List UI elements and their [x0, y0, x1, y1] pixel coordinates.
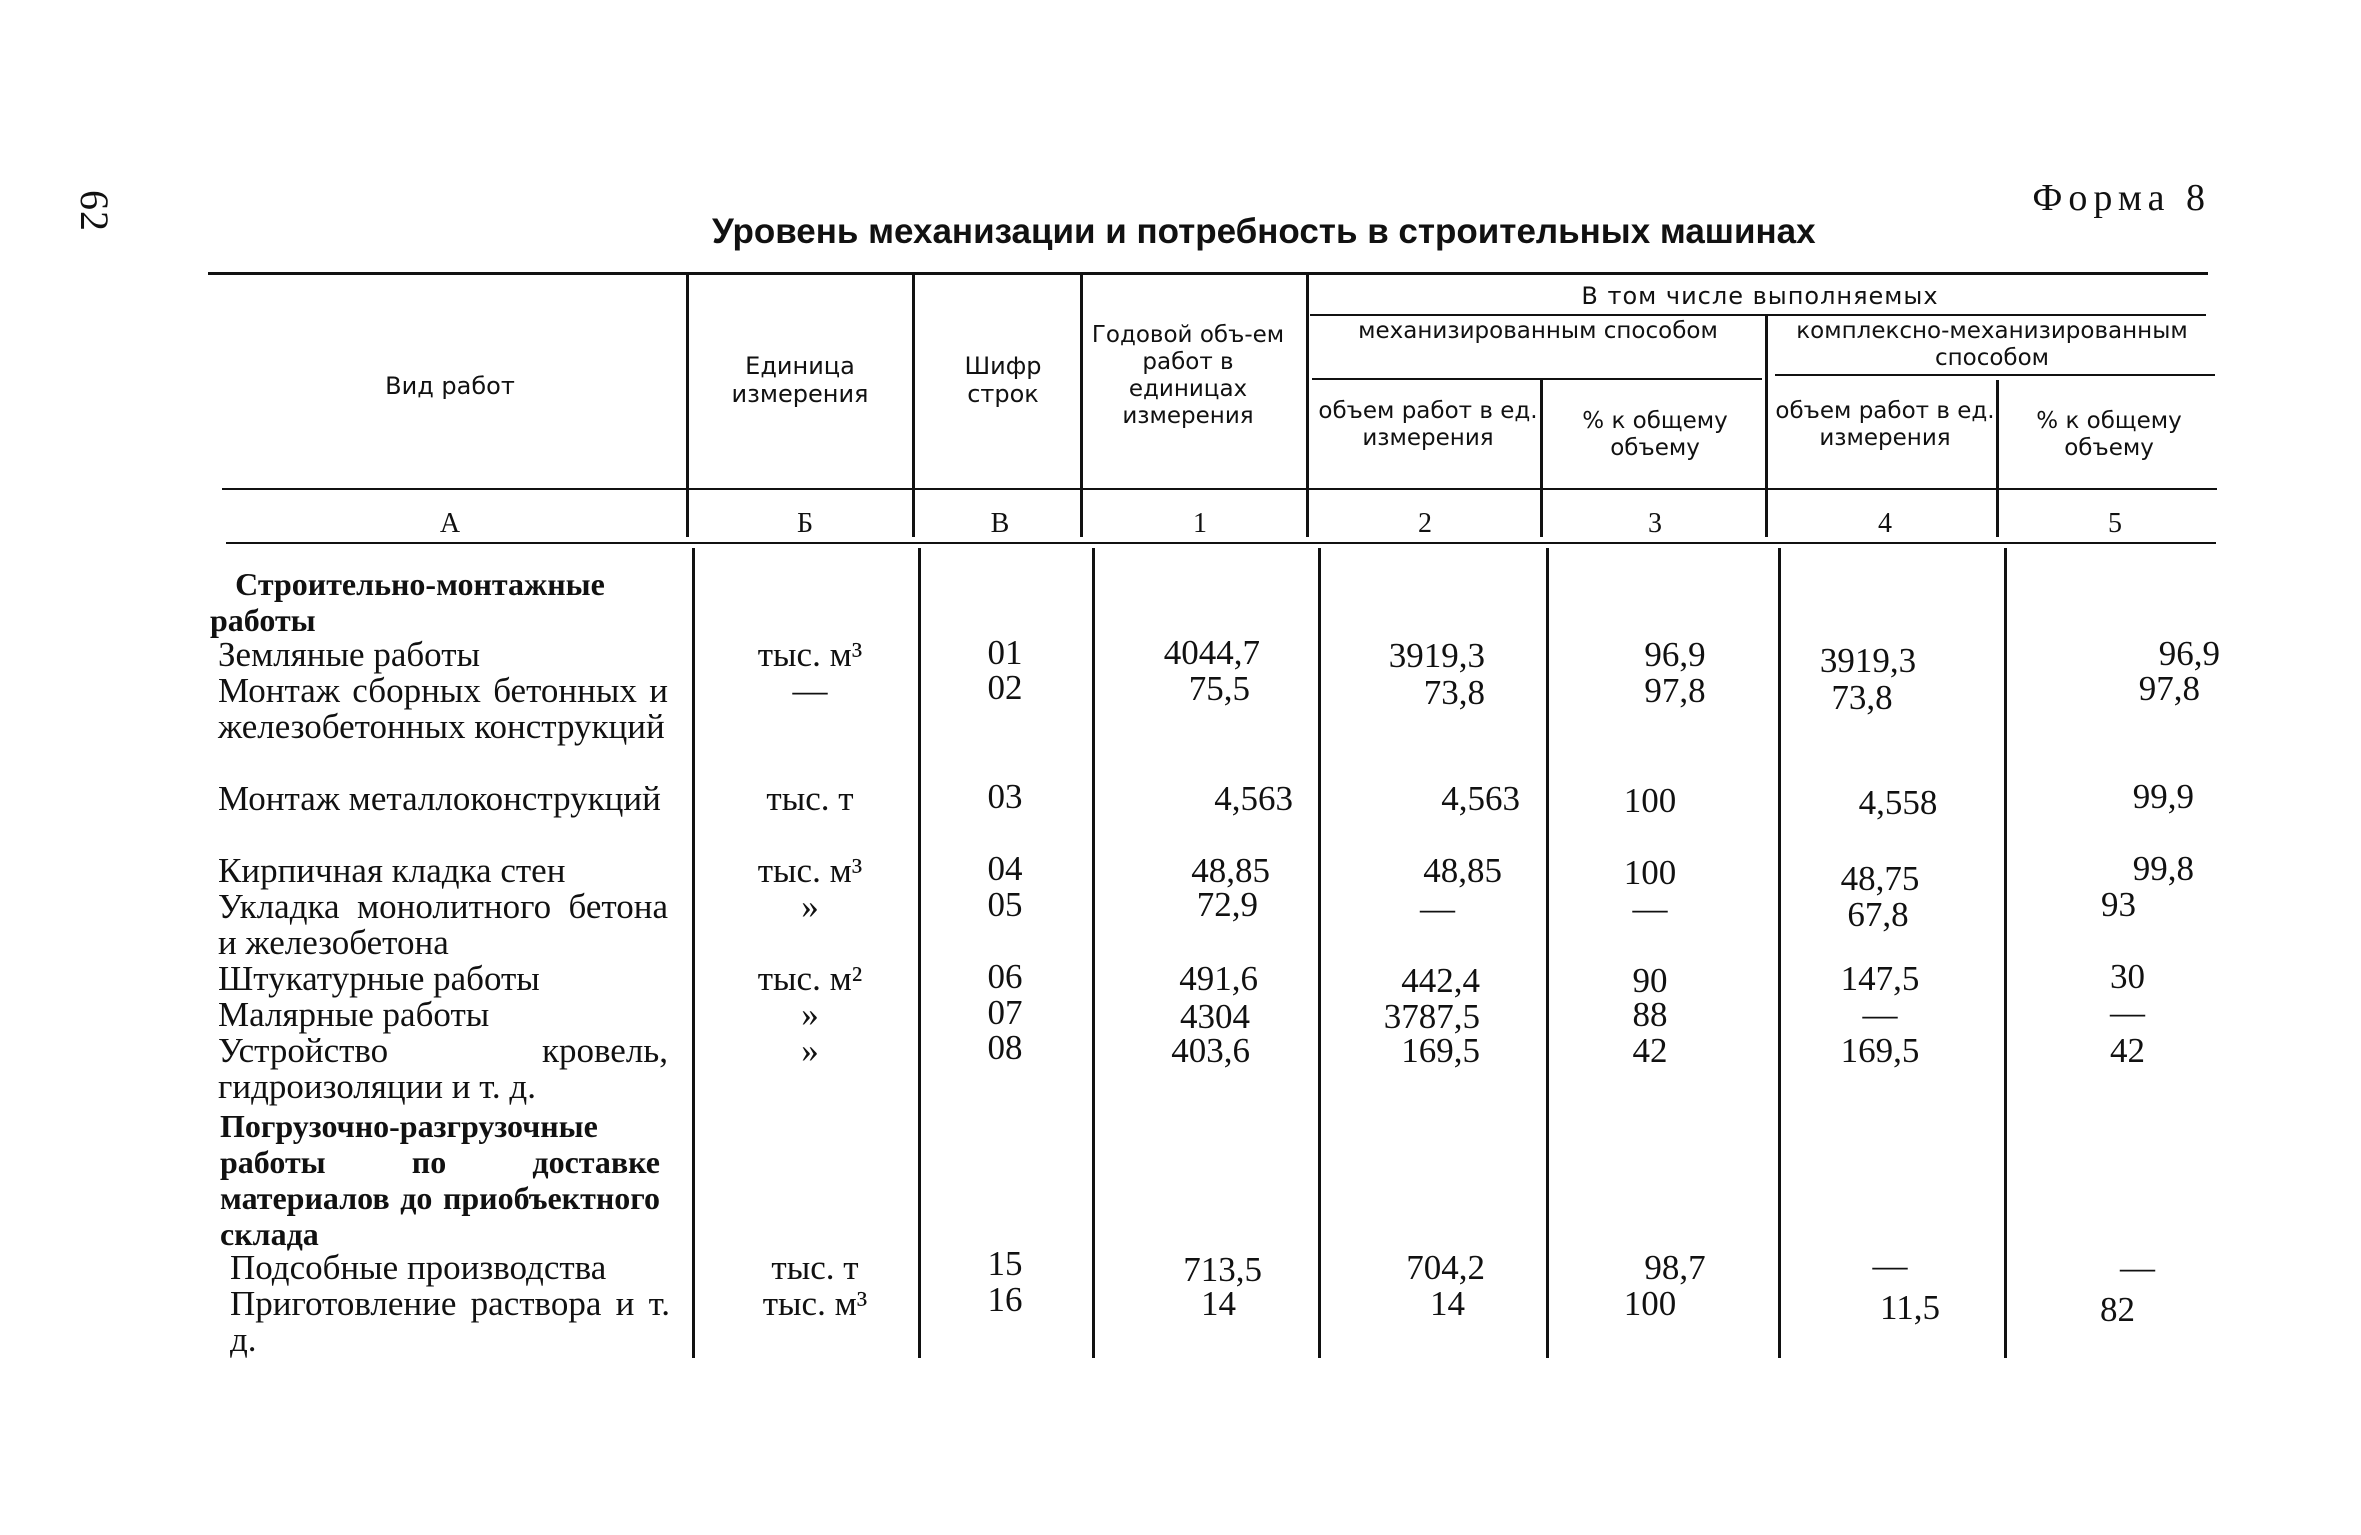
row-value-2: 704,2: [1406, 1248, 1485, 1287]
row-code: 06: [987, 957, 1023, 996]
row-value-5: —: [2120, 1248, 2155, 1287]
row-value-1: 713,5: [1183, 1250, 1262, 1289]
row-value-3: 96,9: [1644, 635, 1706, 674]
header-divider-45: [1996, 380, 1999, 537]
row-value-1: 14: [1201, 1284, 1236, 1323]
column-letter-3: 3: [1648, 508, 1662, 539]
row-value-3: 97,8: [1644, 671, 1706, 710]
column-letter-v: В: [990, 508, 1010, 539]
row-name: Подсобные производства: [230, 1248, 607, 1287]
row-value-1: 403,6: [1171, 1031, 1250, 1070]
row-value-5: 82: [2100, 1290, 2135, 1329]
header-divider-34: [1765, 316, 1768, 537]
body-divider-ab: [692, 548, 695, 1358]
header-group: В том числе выполняемых: [1581, 282, 1939, 310]
row-value-4: 4,558: [1858, 783, 1938, 822]
table-top-rule: [208, 272, 2208, 275]
column-letter-4: 4: [1878, 508, 1892, 539]
header-divider-v1: [1080, 275, 1083, 537]
row-value-4: 11,5: [1880, 1288, 1940, 1327]
column-letter-2: 2: [1418, 508, 1432, 539]
row-code: 02: [987, 668, 1023, 707]
row-unit: тыс. м³: [762, 1284, 868, 1323]
row-unit: »: [801, 1031, 819, 1070]
row-unit: тыс. т: [766, 779, 854, 818]
letters-bottom-rule: [226, 542, 2216, 544]
row-unit: тыс. м³: [757, 635, 863, 674]
form-label: Форма 8: [2032, 177, 2211, 219]
row-name: Кирпичная кладка стен: [218, 851, 566, 890]
section-heading: Погрузочно-разгрузочные работы по доставке материалов до приобъектного склада: [220, 1108, 660, 1252]
column-letter-b: Б: [796, 508, 814, 539]
row-value-4: 3919,3: [1819, 641, 1917, 680]
row-unit: »: [801, 995, 819, 1034]
section-heading: Строительно-монтажные работы: [210, 566, 605, 638]
row-name: Укладка монолитного бетона и железобетона: [218, 887, 668, 962]
row-code: 01: [987, 633, 1023, 672]
header-complex: комплексно-механизированным способом: [1796, 318, 2188, 371]
header-bottom-rule: [222, 488, 2217, 490]
row-value-2: 442,4: [1401, 961, 1480, 1000]
header-col-v: Шифр строк: [964, 352, 1042, 408]
header-divider-23: [1540, 380, 1543, 537]
row-value-2: 73,8: [1423, 673, 1485, 712]
row-value-5: —: [2110, 993, 2145, 1032]
row-value-2: 4,563: [1441, 779, 1520, 818]
row-value-2: 3919,3: [1388, 636, 1485, 675]
row-code: 15: [987, 1244, 1023, 1283]
row-value-4: 48,75: [1840, 859, 1920, 898]
header-divider-ab: [686, 275, 689, 537]
row-code: 04: [987, 849, 1023, 888]
row-unit: »: [801, 887, 819, 926]
row-name: Земляные работы: [218, 635, 481, 674]
row-value-3: 88: [1632, 995, 1668, 1034]
row-value-1: 75,5: [1188, 669, 1250, 708]
row-code: 07: [987, 993, 1023, 1032]
row-value-3: 90: [1632, 961, 1668, 1000]
header-col-2: объем работ в ед. измерения: [1318, 398, 1538, 451]
row-value-3: 42: [1632, 1031, 1668, 1070]
row-code: 16: [987, 1280, 1023, 1319]
row-value-3: —: [1632, 889, 1668, 928]
row-value-2: 14: [1430, 1284, 1465, 1323]
row-value-1: 4044,7: [1163, 633, 1260, 672]
column-letter-a: А: [439, 508, 461, 539]
row-value-3: 100: [1623, 1284, 1677, 1323]
header-col-5: % к общему объему: [2036, 408, 2182, 461]
header-col-4: объем работ в ед. измерения: [1775, 398, 1995, 451]
row-unit: тыс. т: [771, 1248, 859, 1287]
header-mech: механизированным способом: [1358, 318, 1718, 344]
row-code: 05: [987, 885, 1023, 924]
row-code: 08: [987, 1028, 1023, 1067]
row-value-4: 169,5: [1840, 1031, 1920, 1070]
row-value-2: —: [1420, 889, 1455, 928]
row-value-5: 99,9: [2132, 777, 2194, 816]
row-value-1: 48,85: [1191, 851, 1270, 890]
header-col-b: Единица измерения: [731, 352, 869, 408]
row-value-3: 100: [1623, 853, 1677, 892]
header-divider-12: [1306, 275, 1309, 537]
row-value-2: 3787,5: [1383, 997, 1480, 1036]
table-title: Уровень механизации и потребность в строительных машинах: [712, 212, 1816, 251]
row-value-4: 73,8: [1831, 678, 1893, 717]
row-value-3: 98,7: [1644, 1248, 1706, 1287]
row-value-4: 147,5: [1840, 959, 1920, 998]
row-value-5: 97,8: [2138, 669, 2200, 708]
row-value-5: 96,9: [2158, 634, 2220, 673]
row-value-5: 99,8: [2132, 849, 2194, 888]
row-name: Приготовление раствора и т. д.: [230, 1284, 670, 1359]
row-value-1: 4,563: [1214, 779, 1293, 818]
row-unit: —: [792, 671, 828, 710]
mech-subheader-rule: [1312, 378, 1762, 380]
row-value-5: 42: [2110, 1031, 2145, 1070]
row-value-5: 93: [2101, 885, 2136, 924]
row-name: Устройство кровель, гидроизоляции и т. д.: [218, 1031, 668, 1106]
row-value-1: 4304: [1180, 997, 1250, 1036]
row-name: Монтаж металлоконструкций: [218, 779, 661, 818]
row-value-4: —: [1862, 995, 1898, 1034]
row-value-2: 48,85: [1423, 851, 1502, 890]
row-name: Малярные работы: [218, 995, 490, 1034]
header-divider-bv: [912, 275, 915, 537]
column-letter-5: 5: [2108, 508, 2122, 539]
body-divider-45: [2004, 548, 2007, 1358]
column-letter-1: 1: [1193, 508, 1207, 539]
header-col-a: Вид работ: [385, 372, 515, 400]
group-header-rule: [1310, 314, 2206, 316]
row-value-2: 169,5: [1401, 1031, 1480, 1070]
row-value-1: 72,9: [1196, 885, 1258, 924]
row-unit: тыс. м³: [757, 851, 863, 890]
body-divider-23: [1546, 548, 1549, 1358]
row-value-5: 30: [2110, 957, 2145, 996]
row-name: Монтаж сборных бетонных и железобетонных конструкций: [218, 671, 668, 746]
header-col-1: Годовой объ-ем работ в единицах измерения: [1091, 322, 1285, 429]
page-number: 62: [72, 190, 117, 232]
row-value-3: 100: [1623, 781, 1677, 820]
header-col-3: % к общему объему: [1582, 408, 1728, 461]
row-code: 03: [987, 777, 1023, 816]
row-value-4: 67,8: [1847, 895, 1909, 934]
row-unit: тыс. м²: [757, 959, 863, 998]
row-name: Штукатурные работы: [218, 959, 540, 998]
row-value-1: 491,6: [1179, 959, 1258, 998]
row-value-4: —: [1872, 1246, 1908, 1285]
complex-subheader-rule: [1775, 374, 2215, 376]
